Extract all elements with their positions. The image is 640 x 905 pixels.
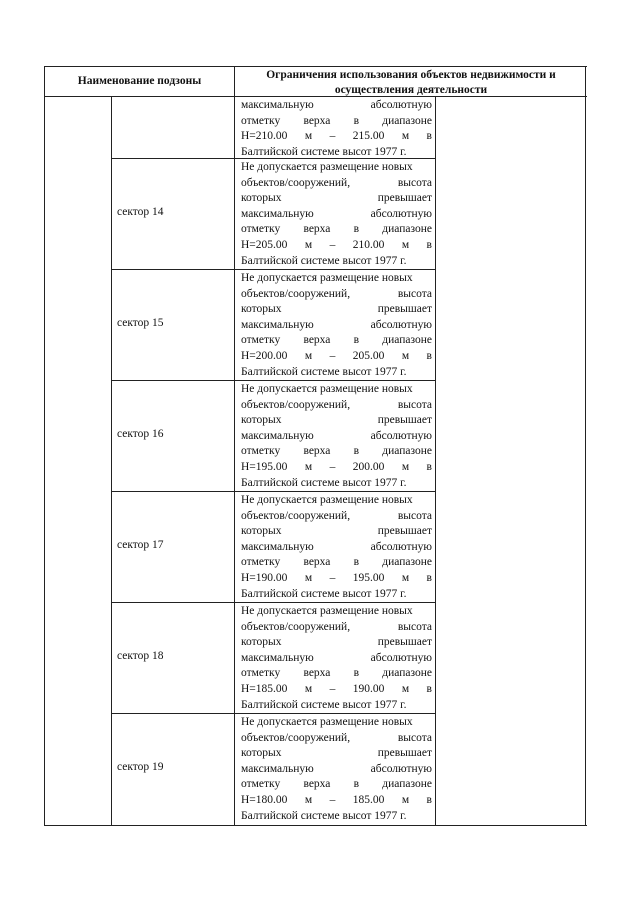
text-word: превышает — [377, 636, 432, 649]
sector-label: сектор 16 — [117, 427, 164, 440]
text-word: абсолютную — [370, 318, 432, 331]
text-word: Балтийской системе высот 1977 г. — [241, 254, 407, 267]
text-word: м — [401, 130, 410, 143]
text-word: максимальную — [241, 318, 314, 331]
restriction-text — [241, 493, 432, 602]
text-line — [241, 191, 432, 207]
header-subzone-name: Наименование подзоны — [77, 75, 202, 87]
row-divider — [111, 158, 435, 159]
text-word: которых — [241, 525, 282, 538]
text-word: – — [329, 571, 336, 584]
text-word: Н=205.00 — [241, 238, 288, 251]
text-word: которых — [241, 747, 282, 760]
restrictions-table — [44, 66, 586, 826]
text-line — [241, 509, 432, 525]
row-divider — [111, 602, 435, 603]
text-line — [241, 318, 432, 334]
text-line — [241, 176, 432, 192]
text-line — [241, 762, 432, 778]
text-word: высота — [397, 398, 432, 411]
text-line — [241, 429, 432, 445]
text-line — [241, 98, 432, 114]
text-word: в — [426, 571, 432, 584]
text-line — [241, 476, 432, 492]
table-top-border — [45, 66, 587, 67]
text-word: 200.00 — [352, 460, 385, 473]
text-word: 215.00 — [352, 130, 385, 143]
text-word: отметку — [241, 667, 281, 680]
text-word: верха — [303, 778, 331, 791]
text-word: максимальную — [241, 429, 314, 442]
text-word: – — [329, 130, 336, 143]
text-word: отметку — [241, 334, 281, 347]
sector-label: сектор 17 — [117, 538, 164, 551]
text-word: м — [401, 793, 410, 806]
text-word: в — [426, 130, 432, 143]
text-word: м — [304, 130, 313, 143]
text-word: отметку — [241, 223, 281, 236]
text-word: превышает — [377, 192, 432, 205]
text-line — [241, 604, 432, 620]
text-line — [241, 398, 432, 414]
row-divider — [111, 380, 435, 381]
text-word: Н=185.00 — [241, 682, 288, 695]
text-word: Балтийской системе высот 1977 г. — [241, 698, 407, 711]
text-word: которых — [241, 636, 282, 649]
restriction-text — [241, 271, 432, 380]
text-word: в — [353, 556, 360, 569]
text-word: – — [329, 349, 336, 362]
sector-label: сектор 14 — [117, 205, 164, 218]
text-line — [241, 777, 432, 793]
text-word: м — [304, 682, 313, 695]
text-word: диапазоне — [382, 556, 432, 569]
text-word: объектов/сооружений, — [241, 620, 351, 633]
text-word: объектов/сооружений, — [241, 731, 351, 744]
text-word: Не допускается размещение новых — [241, 494, 413, 506]
row-divider — [111, 713, 435, 714]
text-word: в — [426, 238, 432, 251]
text-line — [241, 555, 432, 571]
text-word: м — [304, 793, 313, 806]
header-restrictions-line2: осуществления деятельности — [334, 84, 488, 96]
text-word: отметку — [241, 778, 281, 791]
text-word: отметку — [241, 114, 281, 127]
text-word: Балтийской системе высот 1977 г. — [241, 476, 407, 489]
text-word: – — [329, 682, 336, 695]
text-word: абсолютную — [370, 99, 432, 111]
text-word: Не допускается размещение новых — [241, 272, 413, 284]
text-word: верха — [303, 334, 331, 347]
text-word: Н=210.00 — [241, 130, 288, 143]
sector-label: сектор 19 — [117, 760, 164, 773]
text-word: Н=195.00 — [241, 460, 288, 473]
text-word: Не допускается размещение новых — [241, 383, 413, 395]
text-line — [241, 666, 432, 682]
text-word: верха — [303, 114, 331, 127]
text-word: Балтийской системе высот 1977 г. — [241, 809, 407, 822]
text-word: превышает — [377, 303, 432, 316]
text-word: в — [353, 445, 360, 458]
text-line — [241, 302, 432, 318]
text-word: 185.00 — [352, 793, 385, 806]
restriction-text — [241, 715, 432, 824]
sector-label: сектор 15 — [117, 316, 164, 329]
text-line — [241, 793, 432, 809]
text-word: в — [426, 793, 432, 806]
text-word: м — [401, 238, 410, 251]
text-word: высота — [397, 620, 432, 633]
text-word: 195.00 — [352, 571, 385, 584]
restriction-text — [241, 382, 432, 491]
text-line — [241, 587, 432, 603]
text-line — [241, 413, 432, 429]
text-word: превышает — [377, 747, 432, 760]
text-line — [241, 349, 432, 365]
text-word: высота — [397, 176, 432, 189]
text-line — [241, 444, 432, 460]
text-word: м — [401, 571, 410, 584]
text-word: объектов/сооружений, — [241, 509, 351, 522]
text-line — [241, 222, 432, 238]
text-word: максимальную — [241, 651, 314, 664]
text-word: абсолютную — [370, 540, 432, 553]
text-word: отметку — [241, 556, 281, 569]
text-word: диапазоне — [382, 778, 432, 791]
text-word: Балтийской системе высот 1977 г. — [241, 587, 407, 600]
text-word: верха — [303, 556, 331, 569]
text-line — [241, 715, 432, 731]
sector-label: сектор 18 — [117, 649, 164, 662]
text-line — [241, 160, 432, 176]
text-word: Не допускается размещение новых — [241, 161, 413, 173]
text-line — [241, 271, 432, 287]
text-word: высота — [397, 509, 432, 522]
row-divider — [111, 269, 435, 270]
text-word: 210.00 — [352, 238, 385, 251]
table-bottom-border — [45, 825, 587, 826]
restrictions-column-divider — [435, 96, 436, 826]
header-restrictions-line1: Ограничения использования объектов недвижимости и — [266, 69, 556, 81]
text-line — [241, 365, 432, 381]
text-line — [241, 287, 432, 303]
text-word: Балтийской системе высот 1977 г. — [241, 145, 407, 158]
subzone-column-divider — [111, 96, 112, 826]
text-line — [241, 809, 432, 825]
text-line — [241, 524, 432, 540]
text-word: максимальную — [241, 762, 314, 775]
text-word: в — [353, 778, 360, 791]
text-word: в — [426, 349, 432, 362]
text-word: максимальную — [241, 207, 314, 220]
text-line — [241, 698, 432, 714]
text-word: диапазоне — [382, 445, 432, 458]
text-word: – — [329, 460, 336, 473]
sector-column-divider — [234, 96, 235, 826]
text-word: высота — [397, 287, 432, 300]
text-word: абсолютную — [370, 207, 432, 220]
text-word: м — [401, 460, 410, 473]
text-word: м — [401, 349, 410, 362]
text-word: которых — [241, 303, 282, 316]
text-word: которых — [241, 192, 282, 205]
text-word: которых — [241, 414, 282, 427]
text-word: превышает — [377, 414, 432, 427]
text-word: абсолютную — [370, 429, 432, 442]
text-line — [241, 731, 432, 747]
text-word: м — [401, 682, 410, 695]
text-word: объектов/сооружений, — [241, 287, 351, 300]
text-word: Балтийской системе высот 1977 г. — [241, 365, 407, 378]
text-word: м — [304, 238, 313, 251]
restriction-text — [241, 98, 432, 160]
text-word: максимальную — [241, 99, 314, 111]
text-word: Не допускается размещение новых — [241, 605, 413, 617]
restriction-text — [241, 604, 432, 713]
text-word: – — [329, 793, 336, 806]
text-line — [241, 540, 432, 556]
text-line — [241, 746, 432, 762]
text-word: абсолютную — [370, 762, 432, 775]
text-word: в — [353, 114, 360, 127]
text-word: диапазоне — [382, 114, 432, 127]
row-divider — [111, 491, 435, 492]
text-line — [241, 238, 432, 254]
text-line — [241, 254, 432, 270]
text-line — [241, 635, 432, 651]
text-word: 190.00 — [352, 682, 385, 695]
text-word: м — [304, 349, 313, 362]
text-word: в — [353, 334, 360, 347]
text-line — [241, 571, 432, 587]
text-word: диапазоне — [382, 223, 432, 236]
text-line — [241, 682, 432, 698]
text-word: – — [329, 238, 336, 251]
text-line — [241, 333, 432, 349]
text-word: максимальную — [241, 540, 314, 553]
text-word: объектов/сооружений, — [241, 176, 351, 189]
text-line — [241, 460, 432, 476]
text-word: объектов/сооружений, — [241, 398, 351, 411]
text-word: м — [304, 460, 313, 473]
text-word: м — [304, 571, 313, 584]
text-word: верха — [303, 223, 331, 236]
text-word: Н=180.00 — [241, 793, 288, 806]
text-word: в — [426, 682, 432, 695]
text-word: отметку — [241, 445, 281, 458]
text-line — [241, 493, 432, 509]
text-word: в — [353, 667, 360, 680]
text-line — [241, 114, 432, 130]
text-word: верха — [303, 667, 331, 680]
text-word: Н=190.00 — [241, 571, 288, 584]
text-word: в — [426, 460, 432, 473]
restriction-text — [241, 160, 432, 269]
text-line — [241, 129, 432, 145]
text-line — [241, 651, 432, 667]
text-word: в — [353, 223, 360, 236]
text-word: диапазоне — [382, 667, 432, 680]
text-word: Не допускается размещение новых — [241, 716, 413, 728]
text-word: верха — [303, 445, 331, 458]
text-line — [241, 207, 432, 223]
text-word: абсолютную — [370, 651, 432, 664]
text-word: диапазоне — [382, 334, 432, 347]
text-word: Н=200.00 — [241, 349, 288, 362]
text-word: 205.00 — [352, 349, 385, 362]
text-line — [241, 382, 432, 398]
text-word: превышает — [377, 525, 432, 538]
text-word: высота — [397, 731, 432, 744]
text-line — [241, 620, 432, 636]
